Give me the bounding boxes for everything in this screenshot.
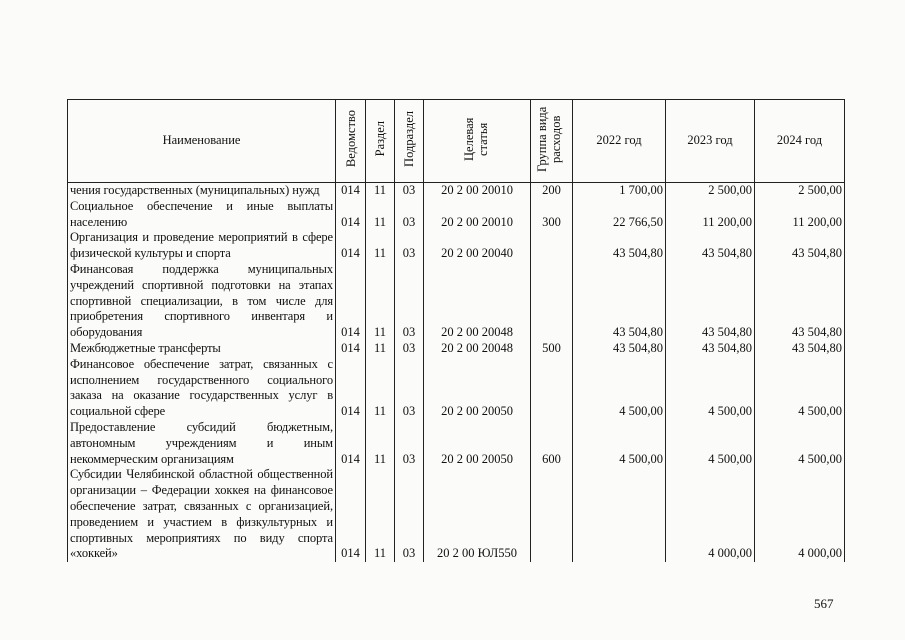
row-podrazdel: 03	[395, 262, 424, 341]
table-row	[68, 199, 845, 231]
row-podrazdel: 03	[395, 183, 424, 199]
row-razdel: 11	[366, 183, 395, 199]
row-2024: 4 500,00	[755, 420, 845, 467]
row-group	[531, 467, 573, 562]
row-razdel: 11	[366, 230, 395, 262]
row-name: чения государственных (муниципальных) нужд	[68, 183, 336, 199]
row-vedomstvo: 014	[336, 183, 366, 199]
row-podrazdel: 03	[395, 357, 424, 420]
row-vedomstvo: 014	[336, 230, 366, 262]
row-2023: 4 000,00	[666, 467, 755, 562]
row-podrazdel: 03	[395, 467, 424, 562]
page-number: 567	[814, 596, 834, 611]
row-2023: 43 504,80	[666, 230, 755, 262]
row-podrazdel: 03	[395, 230, 424, 262]
table-header	[68, 100, 845, 183]
header-group: Группа вида расходов	[531, 100, 573, 183]
row-razdel: 11	[366, 357, 395, 420]
header-target: Целевая статья	[424, 100, 531, 183]
row-2024: 43 504,80	[755, 262, 845, 341]
row-vedomstvo: 014	[336, 262, 366, 341]
row-target: 20 2 00 20040	[424, 230, 531, 262]
row-name: Предоставление субсидий бюджетным, автономным учреждениям и иным некоммерческим организациям	[68, 420, 336, 467]
row-target: 20 2 00 20010	[424, 183, 531, 199]
row-group: 300	[531, 199, 573, 231]
row-2022: 1 700,00	[573, 183, 666, 199]
row-2022: 4 500,00	[573, 357, 666, 420]
row-2022: 43 504,80	[573, 262, 666, 341]
row-target: 20 2 00 ЮЛ550	[424, 467, 531, 562]
row-2024: 4 000,00	[755, 467, 845, 562]
row-2024: 4 500,00	[755, 357, 845, 420]
row-razdel: 11	[366, 341, 395, 357]
row-name: Социальное обеспечение и иные выплаты населению	[68, 199, 336, 231]
row-razdel: 11	[366, 199, 395, 231]
row-razdel: 11	[366, 262, 395, 341]
row-2023: 2 500,00	[666, 183, 755, 199]
row-group: 500	[531, 341, 573, 357]
row-name: Межбюджетные трансферты	[68, 341, 336, 357]
row-vedomstvo: 014	[336, 420, 366, 467]
row-2024: 43 504,80	[755, 230, 845, 262]
row-2023: 4 500,00	[666, 357, 755, 420]
row-vedomstvo: 014	[336, 199, 366, 231]
table-row	[68, 230, 845, 262]
row-target: 20 2 00 20050	[424, 357, 531, 420]
table-row	[68, 467, 845, 562]
row-2024: 2 500,00	[755, 183, 845, 199]
row-podrazdel: 03	[395, 420, 424, 467]
table-row	[68, 341, 845, 357]
header-2023: 2023 год	[666, 100, 755, 183]
header-2024: 2024 год	[755, 100, 845, 183]
row-vedomstvo: 014	[336, 467, 366, 562]
row-podrazdel: 03	[395, 341, 424, 357]
row-2023: 43 504,80	[666, 262, 755, 341]
row-vedomstvo: 014	[336, 357, 366, 420]
row-group	[531, 262, 573, 341]
table-body	[68, 183, 845, 563]
row-group: 200	[531, 183, 573, 199]
row-2024: 11 200,00	[755, 199, 845, 231]
row-name: Финансовое обеспечение затрат, связанных с исполнением государственного социального заказа на оказание государственных услуг в социальной сфере	[68, 357, 336, 420]
header-2022: 2022 год	[573, 100, 666, 183]
row-group	[531, 230, 573, 262]
row-2022: 4 500,00	[573, 420, 666, 467]
header-name: Наименование	[68, 100, 336, 183]
row-2023: 11 200,00	[666, 199, 755, 231]
row-2023: 4 500,00	[666, 420, 755, 467]
header-podrazdel: Подраздел	[395, 100, 424, 183]
header-vedomstvo: Ведомство	[336, 100, 366, 183]
row-2022	[573, 467, 666, 562]
row-podrazdel: 03	[395, 199, 424, 231]
row-2024: 43 504,80	[755, 341, 845, 357]
budget-table	[67, 99, 845, 562]
row-name: Субсидии Челябинской областной общественной организации – Федерации хоккея на финансовое обеспечение затрат, связанных с организацией, проведением и участием в физкультурных и спортивных мероприятиях по виду спорта «хоккей»	[68, 467, 336, 562]
row-group	[531, 357, 573, 420]
row-razdel: 11	[366, 467, 395, 562]
row-name: Организация и проведение мероприятий в сфере физической культуры и спорта	[68, 230, 336, 262]
row-2022: 43 504,80	[573, 230, 666, 262]
row-target: 20 2 00 20050	[424, 420, 531, 467]
row-target: 20 2 00 20048	[424, 341, 531, 357]
row-2022: 22 766,50	[573, 199, 666, 231]
row-target: 20 2 00 20010	[424, 199, 531, 231]
row-name: Финансовая поддержка муниципальных учреждений спортивной подготовки на этапах спортивной специализации, в том числе для приобретения спортивного инвентаря и оборудования	[68, 262, 336, 341]
row-target: 20 2 00 20048	[424, 262, 531, 341]
header-razdel: Раздел	[366, 100, 395, 183]
row-vedomstvo: 014	[336, 341, 366, 357]
table-row	[68, 183, 845, 199]
row-razdel: 11	[366, 420, 395, 467]
table-row	[68, 262, 845, 341]
row-2022: 43 504,80	[573, 341, 666, 357]
row-2023: 43 504,80	[666, 341, 755, 357]
row-group: 600	[531, 420, 573, 467]
table-row	[68, 420, 845, 467]
table-row	[68, 357, 845, 420]
